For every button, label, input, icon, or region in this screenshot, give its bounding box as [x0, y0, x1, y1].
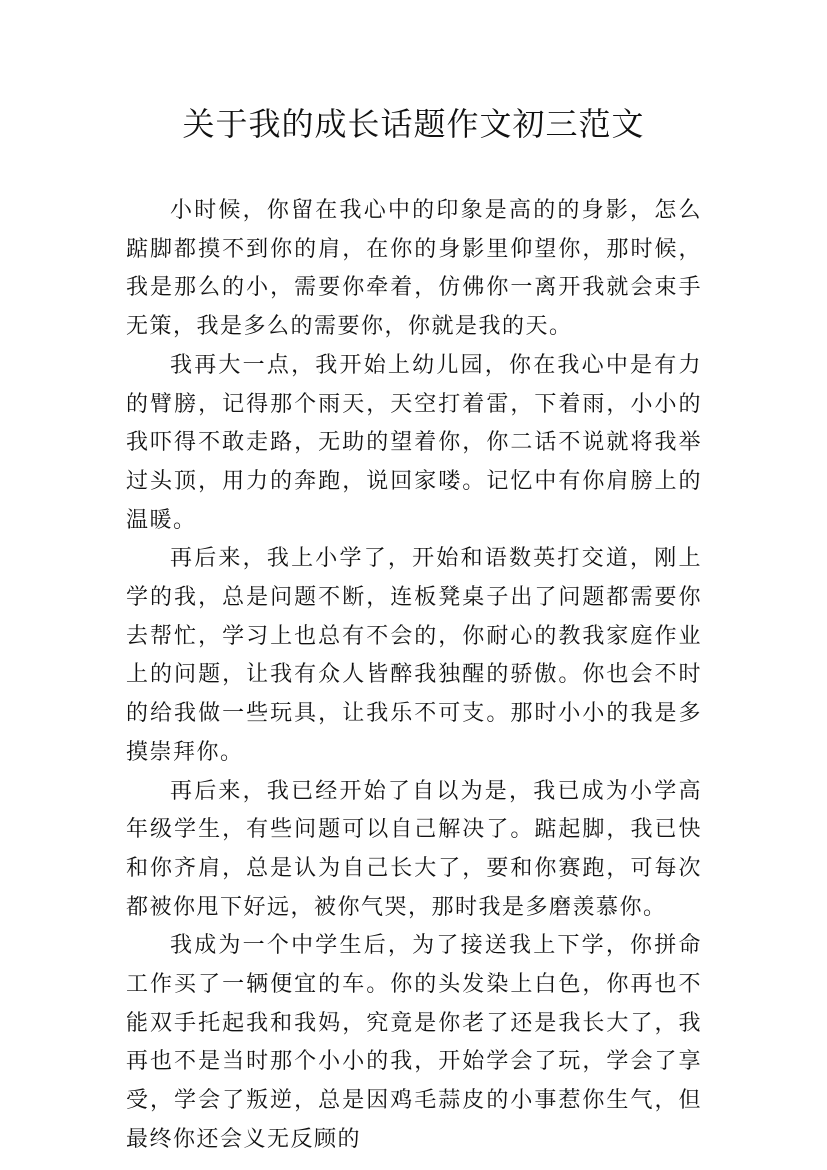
paragraph-1: 小时候，你留在我心中的印象是高的的身影，怎么踮脚都摸不到你的肩，在你的身影里仰望你，那时候，我是那么的小，需要你牵着，仿佛你一离开我就会束手无策，我是多么的需要你，你就是我的天。 — [126, 198, 702, 340]
paragraph-4: 再后来，我已经开始了自以为是，我已成为小学高年级学生，有些问题可以自己解决了。踮起脚，我已快和你齐肩，总是认为自己长大了，要和你赛跑，可每次都被你甩下好远，被你气哭，那时我是多磨羡慕你。 — [126, 778, 702, 920]
document-title: 关于我的成长话题作文初三范文 — [182, 105, 645, 143]
paragraph-2: 我再大一点，我开始上幼儿园，你在我心中是有力的臂膀，记得那个雨天，天空打着雷，下着雨，小小的我吓得不敢走路，无助的望着你，你二话不说就将我举过头顶，用力的奔跑，说回家喽。记忆中有你肩膀上的温暖。 — [126, 352, 702, 533]
paragraph-5: 我成为一个中学生后，为了接送我上下学，你拼命工作买了一辆便宜的车。你的头发染上白色，你再也不能双手托起我和我妈，究竟是你老了还是我长大了，我再也不是当时那个小小的我，开始学会了玩，学会了享受，学会了叛逆，总是因鸡毛蒜皮的小事惹你生气，但最终你还会义无反顾的 — [126, 933, 702, 1152]
paragraph-3: 再后来，我上小学了，开始和语数英打交道，刚上学的我，总是问题不断，连板凳桌子出了问题都需要你去帮忙，学习上也总有不会的，你耐心的教我家庭作业上的问题，让我有众人皆醉我独醒的骄傲。你也会不时的给我做一些玩具，让我乐不可支。那时小小的我是多摸崇拜你。 — [126, 546, 702, 765]
document-body — [126, 192, 702, 1160]
